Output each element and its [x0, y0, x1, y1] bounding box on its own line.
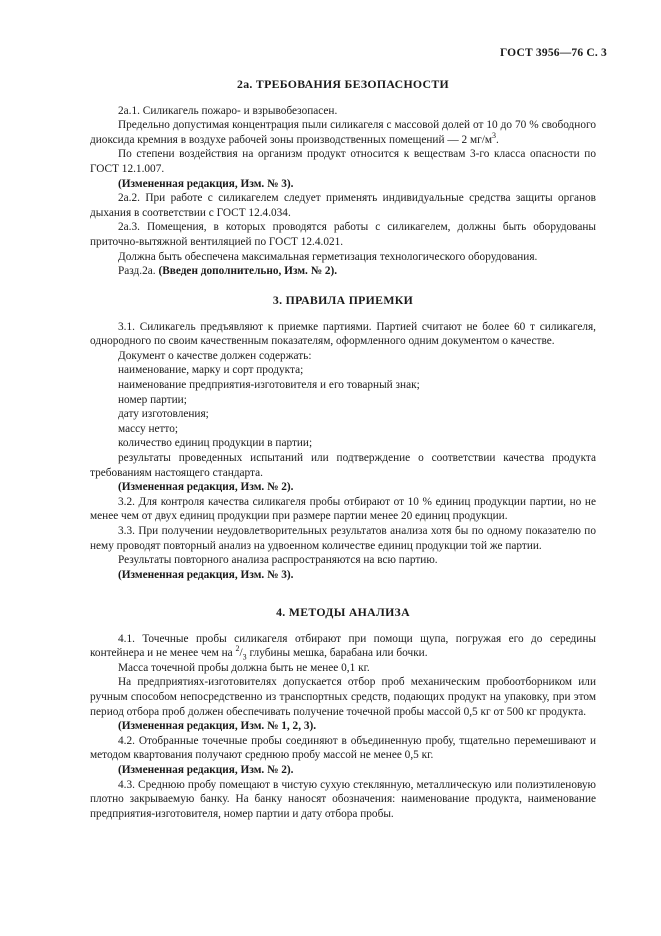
section-title: 4. МЕТОДЫ АНАЛИЗА — [276, 605, 410, 619]
list-item: массу нетто; — [118, 422, 179, 435]
paragraph: 4.1. Точечные пробы силикагеля отбирают при помощи щупа, погружая его до середины контейнера и не менее чем на $^2/_3$ глубины мешка, барабана или бочки. — [90, 632, 596, 662]
paragraph: 3.1. Силикагель предъявляют к приемке партиями. Партией считают не более 60 т силикагеля, однородного по своим качественным показателям, оформленного одним документом о качестве. — [90, 320, 596, 348]
list-item: наименование, марку и сорт продукта; — [118, 364, 304, 377]
paragraph: На предприятиях-изготовителях допускается отбор проб механическим пробоотборником или ручным способом непосредственно из транспортных средств, подающих продукт на упаковку, при этом период отбора проб должен обеспечивать получение точечной пробы массой 0,5 кг от 500 кг продукта. — [90, 676, 596, 718]
section-safety-requirements — [90, 77, 596, 279]
amendment-note: (Измененная редакция, Изм. № 2). — [118, 763, 294, 776]
page-header: ГОСТ 3956—76 С. 3 — [499, 47, 607, 59]
paragraph: Должна быть обеспечена максимальная герметизация технологического оборудования. — [118, 250, 538, 263]
paragraph: 3.3. При получении неудовлетворительных результатов анализа хотя бы по одному показателю по нему проводят повторный анализ на удвоенном количестве единиц продукции той же партии. — [90, 524, 596, 552]
amendment-note: (Измененная редакция, Изм. № 3). — [118, 177, 294, 190]
paragraph: Масса точечной пробы должна быть не менее 0,1 кг. — [118, 661, 370, 674]
list-item: дату изготовления; — [118, 408, 209, 421]
paragraph: 2а.1. Силикагель пожаро- и взрывобезопасен. — [118, 104, 338, 117]
paragraph: 4.3. Среднюю пробу помещают в чистую сухую стеклянную, металлическую или полиэтиленовую плотно закрываемую банку. На банку наносят обозначения: наименование продукта, наименование предприятия-изготовителя, номер партии и дату отбора пробы. — [90, 778, 596, 820]
paragraph: Результаты повторного анализа распространяются на всю партию. — [118, 554, 438, 567]
amendment-note: (Введен дополнительно, Изм. № 2). — [158, 265, 338, 278]
list-item: наименование предприятия-изготовителя и его товарный знак; — [118, 378, 420, 391]
section-title: 2а. ТРЕБОВАНИЯ БЕЗОПАСНОСТИ — [237, 77, 449, 91]
paragraph: Предельно допустимая концентрация пыли силикагеля с массовой долей от 10 до 70 % свободного диоксида кремния в воздухе рабочей зоны производственных помещений — 2 $мг/м^3$. — [90, 119, 596, 146]
list-item: результаты проведенных испытаний или подтверждение о соответствии качества продукта требованиям настоящего стандарта. — [90, 451, 596, 479]
paragraph: 4.2. Отобранные точечные пробы соединяют в объединенную пробу, тщательно перемешивают и методом квартования получают среднюю пробу массой не менее 0,5 кг. — [90, 734, 596, 762]
paragraph: Разд.2а. (Введен дополнительно, Изм. № 2). — [118, 265, 338, 278]
amendment-note: (Измененная редакция, Изм. № 1, 2, 3). — [118, 720, 317, 733]
amendment-note: (Измененная редакция, Изм. № 3). — [118, 568, 294, 581]
amendment-note: (Измененная редакция, Изм. № 2). — [118, 481, 294, 494]
paragraph: По степени воздействия на организм продукт относится к веществам 3-го класса опасности по ГОСТ 12.1.007. — [90, 148, 596, 175]
paragraph: 2а.3. Помещения, в которых проводятся работы с силикагелем, должны быть оборудованы приточно-вытяжной вентиляцией по ГОСТ 12.4.021. — [90, 221, 596, 248]
section-acceptance-rules — [90, 293, 596, 582]
list-item: количество единиц продукции в партии; — [118, 437, 313, 450]
paragraph: 3.2. Для контроля качества силикагеля пробы отбирают от 10 % единиц продукции партии, но не менее чем от двух единиц продукции при размере партии менее 20 единиц продукции. — [90, 495, 596, 523]
section-title: 3. ПРАВИЛА ПРИЕМКИ — [272, 293, 414, 307]
list-item: номер партии; — [118, 393, 187, 406]
paragraph: 2а.2. При работе с силикагелем следует применять индивидуальные средства защиты органов дыхания в соответствии с ГОСТ 12.4.034. — [90, 192, 596, 219]
list-intro: Документ о качестве должен содержать: — [118, 349, 312, 362]
section-analysis-methods — [90, 605, 596, 821]
